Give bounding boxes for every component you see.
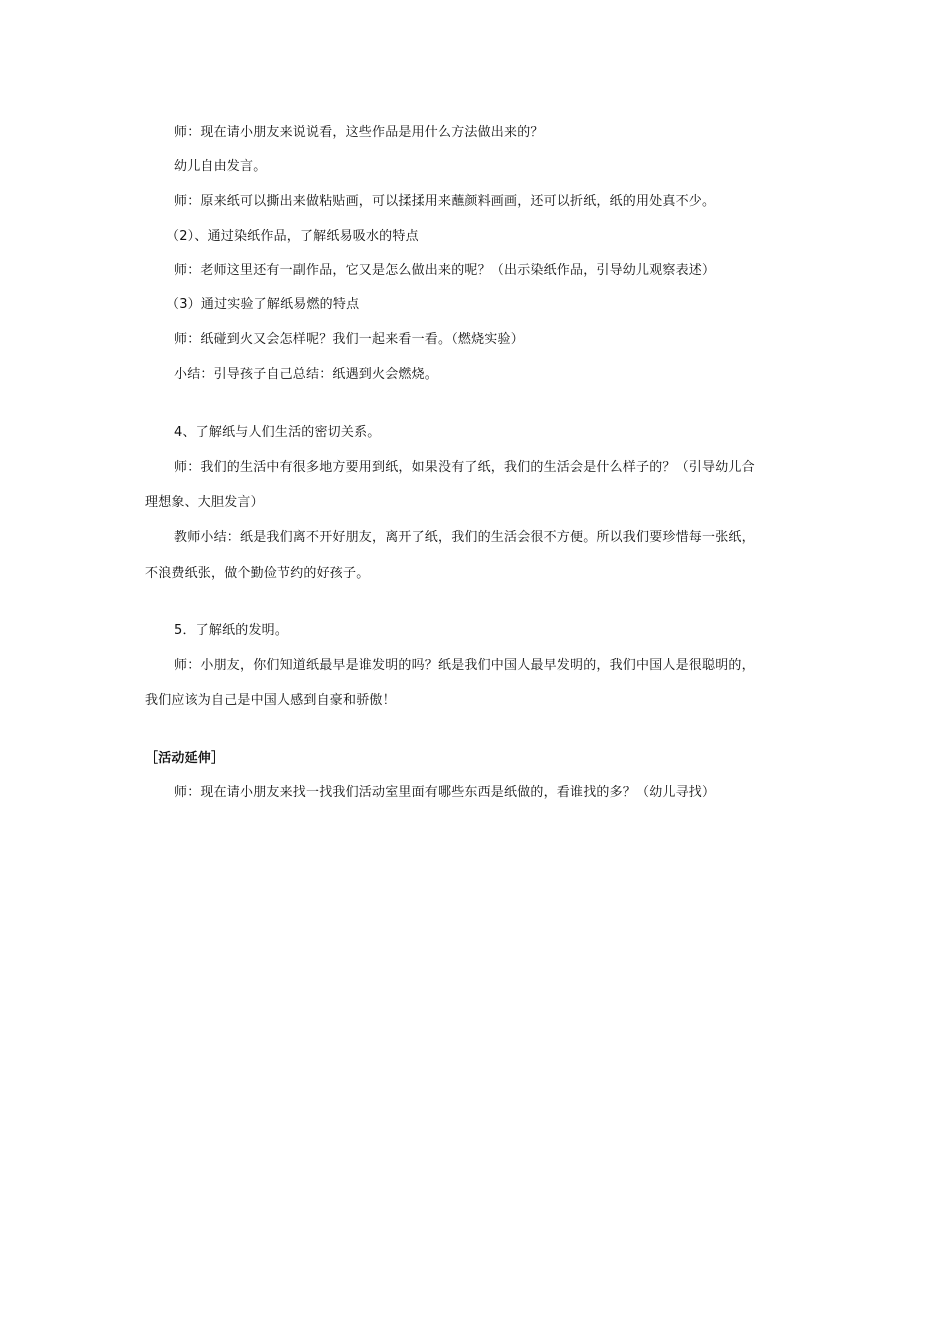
paragraph-life-question-line1: 师：我们的生活中有很多地方要用到纸，如果没有了纸，我们的生活会是什么样子的？（引导幼儿合 xyxy=(174,460,755,475)
paragraph-teacher-summary-line1: 教师小结：纸是我们离不开好朋友，离开了纸，我们的生活会很不方便。所以我们要珍惜每一张纸， xyxy=(174,530,755,545)
section-5-title: 5．了解纸的发明。 xyxy=(174,623,289,638)
subheading-flammable-experiment: （3）通过实验了解纸易燃的特点 xyxy=(166,297,360,312)
extension-heading: ［活动延伸］ xyxy=(145,751,225,766)
paragraph-teacher-summary-line2: 不浪费纸张，做个勤俭节约的好孩子。 xyxy=(145,566,370,581)
section-4-title: 4、了解纸与人们生活的密切关系。 xyxy=(174,425,381,440)
paragraph-teacher-question: 师：现在请小朋友来说说看，这些作品是用什么方法做出来的？ xyxy=(174,125,544,140)
paragraph-invention-line2: 我们应该为自己是中国人感到自豪和骄傲！ xyxy=(145,693,396,708)
subheading-dyed-paper: （2）、通过染纸作品，了解纸易吸水的特点 xyxy=(166,229,419,244)
paragraph-paper-uses: 师：原来纸可以撕出来做粘贴画，可以揉揉用来蘸颜料画画，还可以折纸，纸的用处真不少。 xyxy=(174,194,716,209)
paragraph-life-question-line2: 理想象、大胆发言） xyxy=(145,495,264,510)
paragraph-invention-line1: 师：小朋友，你们知道纸最早是谁发明的吗？纸是我们中国人最早发明的，我们中国人是很聪明的， xyxy=(174,658,755,673)
paragraph-fire-question: 师：纸碰到火又会怎样呢？我们一起来看一看。（燃烧实验） xyxy=(174,332,524,347)
paragraph-children-speak: 幼儿自由发言。 xyxy=(174,159,267,174)
paragraph-extension-activity: 师：现在请小朋友来找一找我们活动室里面有哪些东西是纸做的，看谁找的多？（幼儿寻找） xyxy=(174,785,716,800)
paragraph-dyed-paper-question: 师：老师这里还有一副作品，它又是怎么做出来的呢？（出示染纸作品，引导幼儿观察表述） xyxy=(174,263,716,278)
paragraph-summary-fire: 小结：引导孩子自己总结：纸遇到火会燃烧。 xyxy=(174,367,439,382)
